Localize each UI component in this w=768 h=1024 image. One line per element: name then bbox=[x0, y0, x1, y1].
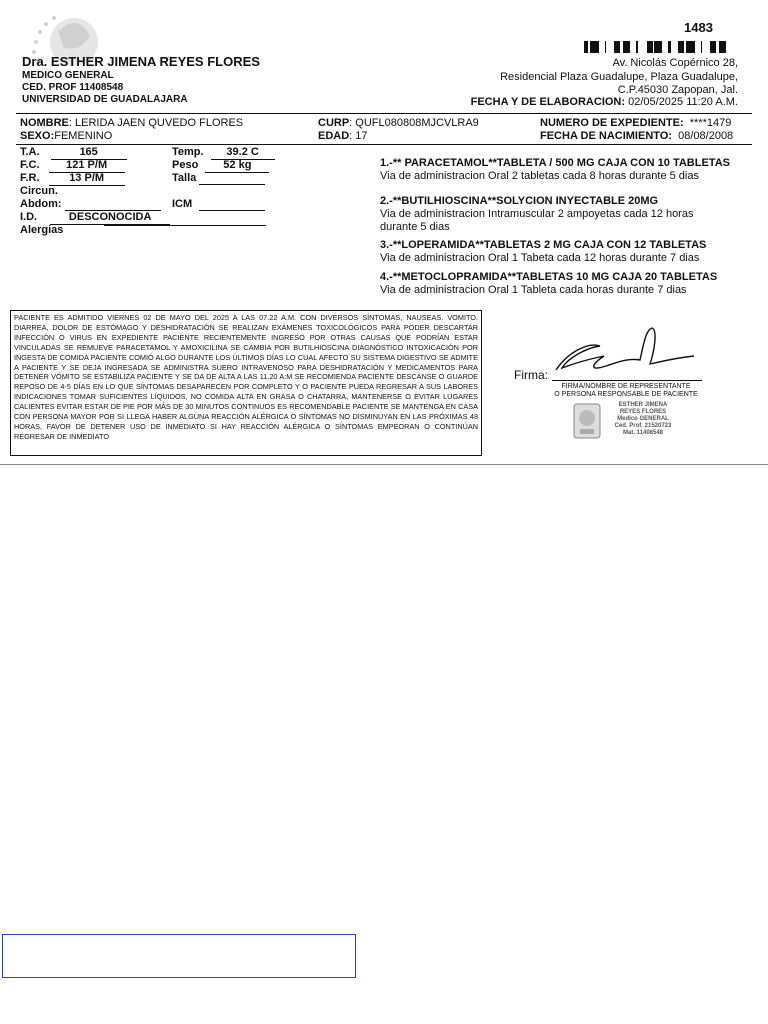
vital-peso-value: 52 kg bbox=[205, 159, 269, 173]
page-divider bbox=[0, 464, 768, 465]
empty-input-box[interactable] bbox=[2, 934, 356, 978]
doctor-university: UNIVERSIDAD DE GUADALAJARA bbox=[22, 94, 188, 105]
medication-3-desc: Via de administracion Oral 1 Tabeta cada 12 horas durante 7 dias bbox=[380, 252, 700, 264]
signature-icon bbox=[548, 322, 698, 380]
medication-1-title: 1.-** PARACETAMOL**TABLETA / 500 MG CAJA CON 10 TABLETAS bbox=[380, 157, 730, 169]
doctor-stamp: ESTHER JIMENA REYES FLORES Medico GENERAL Ced. Prof. 21520723 Mat. 11408548 bbox=[614, 402, 672, 436]
doctor-name bbox=[22, 54, 260, 69]
vital-fr-value: 13 P/M bbox=[49, 172, 125, 186]
barcode bbox=[584, 40, 726, 52]
vital-peso: Peso 52 kg bbox=[172, 159, 269, 173]
elaboration-label: FECHA Y DE ELABORACION: bbox=[470, 96, 626, 108]
vital-ta-value: 165 bbox=[51, 146, 127, 160]
patient-age: EDAD: 17 bbox=[318, 130, 368, 142]
vital-temp: Temp. 39.2 C bbox=[172, 146, 275, 160]
patient-expediente: NUMERO DE EXPEDIENTE: ****1479 bbox=[540, 117, 732, 129]
alergias-line bbox=[104, 225, 266, 226]
elaboration-value: 02/05/2025 11:20 A.M. bbox=[628, 96, 738, 108]
vital-talla: Talla bbox=[172, 172, 265, 185]
address-line-3: C.P.45030 Zapopan, Jal. bbox=[617, 84, 738, 96]
vital-abdom: Abdom: bbox=[20, 198, 161, 211]
medication-2-desc: Via de administracion Intramuscular 2 ampoyetas cada 12 horas durante 5 dias bbox=[380, 208, 694, 233]
vital-id-value: DESCONOCIDA bbox=[50, 211, 170, 225]
doctor-title: Dra. bbox=[22, 54, 48, 69]
patient-name: NOMBRE: LERIDA JAEN QUVEDO FLORES bbox=[20, 117, 244, 129]
vital-icm: ICM bbox=[172, 198, 265, 211]
clinical-notes: PACIENTE ES ADMITIDO VIERNES 02 DE MAYO DEL 2025 A LAS 07.22 A.M. CON DIVERSOS SÍNTOMAS, NAUSEAS. VOMITO. DIARREA, DOLOR DE ESTÓMAGO Y DESHIDRATACIÓN SE REALIZAN EXÁMENES TOXICOLÓGICOS PARA PODER DESCARTAR INFECCIÓN O VIRUS EN EXPEDIENTE PACIENTE RECIENTEMENTE INGRESO POR OTRAS CAUSAS QUE PODRÍAN ESTAR VINCULADAS SE REMUEVE PARACETAMOL Y AMOXICILINA SE CAMBIA POR BUTILHIOSCINA DIAGNÓSTICO INTOXICACIÓN POR INGESTA DE COMIDA PACIENTE COMIÓ ALGO DURANTE LOS ÚLTIMOS DÍAS LO CUAL AFECTO SU SISTEMA DIGESTIVO SE ADMITE A PACIENTE Y SE DEJA INGRESADA SE ADMINISTRA SUERO INTRAVENOSO PARA DESHIDRATACIÓN Y MEDICAMENTOS PARA DETENER VÓMITO SE ESTABILIZA PACIENTE Y SE DA DE ALTA A LAS 11.20 A:M SE RECOMIENDA PACIENTE DESCANSE O GUARDE REPOSO DE 4-5 DÍAS EN LO QUE SÍNTOMAS DESAPARECEN POR COMPLETO Y O PACIENTE PUEDA REGRESAR A SUS LABORES INDICACIONES TOMAR SUFICIENTES LÍQUIDOS, NO COMIDA ALTA EN GRASA O CHATARRA, MANTENERSE O EVITAR LUGARES CALIENTES EVITAR ESTAR DE PIE POR MÁS DE 30 MINUTOS CONTINUOS ES RECOMENDABLE PACIENTE SE MANTENGA EN CASA CON PERSONA MAYOR POR SI LLEGA HABER ALGUNA REACCIÓN ALÉRGICA O SÍNTOMAS NO DISMINUYAN EN LAS PRÓXIMAS 48 HORAS, FAVOR DE DETENER USO DE INMEDIATO SI HAY REACCIÓN ALÉRGICA O SÍNTOMAS EMPEORAN O CONTINÚAN REGRESAR DE INMEDIATO bbox=[10, 310, 482, 456]
signature-line bbox=[552, 380, 702, 381]
vital-fr: F.R. 13 P/M bbox=[20, 172, 125, 186]
medication-4-desc: Via de administracion Oral 1 Tableta cada horas durante 7 dias bbox=[380, 284, 687, 296]
doctor-specialty: MEDICO GENERAL bbox=[22, 70, 114, 81]
doctor-full-name: ESTHER JIMENA REYES FLORES bbox=[50, 54, 260, 69]
vital-id: I.D. DESCONOCIDA bbox=[20, 211, 170, 225]
medication-1-desc: Via de administracion Oral 2 tabletas cada 8 horas durante 5 dias bbox=[380, 170, 699, 182]
signature-caption: FIRMA/NOMBRE DE REPRESENTANTE O PERSONA RESPONSABLE DE PACIENTE bbox=[554, 383, 698, 398]
elaboration-date bbox=[471, 96, 738, 108]
patient-sex: SEXO:FEMENINO bbox=[20, 130, 113, 142]
doctor-cedula: CED. PROF 11408548 bbox=[22, 82, 124, 93]
vital-temp-value: 39.2 C bbox=[211, 146, 275, 160]
firma-label: Firma: bbox=[514, 368, 548, 382]
address-line-1: Av. Nicolás Copérnico 28, bbox=[612, 57, 738, 69]
medication-3-title: 3.-**LOPERAMIDA**TABLETAS 2 MG CAJA CON 12 TABLETAS bbox=[380, 239, 707, 251]
medication-2-title: 2.-**BUTILHIOSCINA**SOLYCION INYECTABLE 20MG bbox=[380, 195, 659, 207]
patient-divider bbox=[16, 144, 752, 145]
university-seal-icon bbox=[572, 402, 602, 440]
vital-fc: F.C. 121 P/M bbox=[20, 159, 125, 173]
address-line-2: Residencial Plaza Guadalupe, Plaza Guadalupe, bbox=[500, 71, 738, 83]
vital-alergias: Alergias bbox=[20, 224, 64, 236]
document-number: 1483 bbox=[684, 20, 713, 35]
patient-curp: CURP: QUFL080808MJCVLRA9 bbox=[318, 117, 479, 129]
header-divider bbox=[16, 113, 752, 114]
vital-ta: T.A. 165 bbox=[20, 146, 127, 160]
vital-circun: Circun. bbox=[20, 185, 58, 197]
vital-fc-value: 121 P/M bbox=[49, 159, 125, 173]
medication-4-title: 4.-**METOCLOPRAMIDA**TABLETAS 10 MG CAJA 20 TABLETAS bbox=[380, 271, 718, 283]
patient-birth-date: FECHA DE NACIMIENTO: 08/08/2008 bbox=[540, 130, 734, 142]
